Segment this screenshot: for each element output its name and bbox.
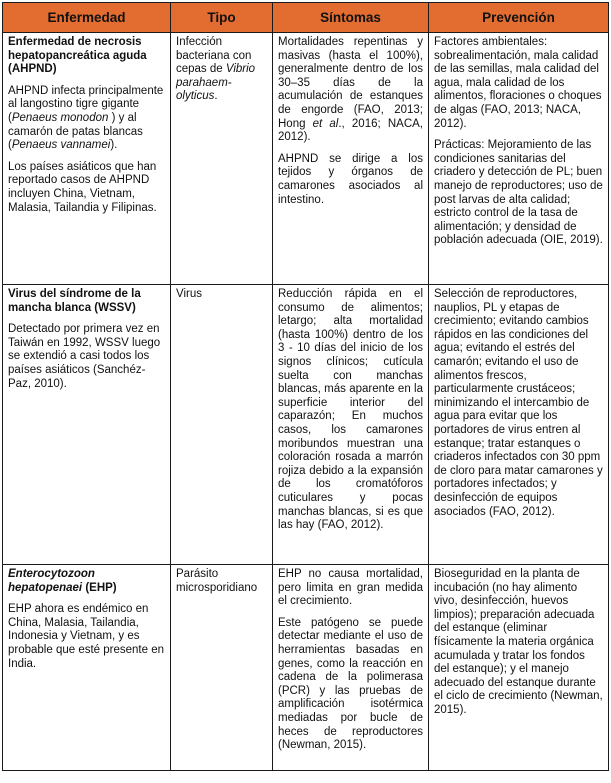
symptom-text: Este patógeno se puede detectar mediante el uso de herramientas basadas en genes, como la reacción en cadena de la polimerasa (PCR) y las pruebas de amplificación isotérmica mediadas por bucle de heces de reproductores (Newman, 2015). bbox=[278, 616, 423, 752]
disease-name: Enfermedad de necrosis hepatopancreática aguda (AHPND) bbox=[8, 36, 147, 76]
disease-type: Parásito microsporidiano bbox=[176, 568, 258, 594]
symptom-text: Mortalidades repentinas y masivas (hasta el 100%), generalmente dentro de los 30–35 días de la acumulación de estanques de engorde (FAO, 2013; Hong et al., 2016; NACA, 2012). bbox=[278, 36, 423, 144]
disease-description: Detectado por primera vez en Taiwán en 1992, WSSV luego se extendió a casi todos los países asiáticos (Sanchéz-Paz, 2010). bbox=[8, 323, 161, 390]
type-cell bbox=[171, 285, 273, 565]
header-sintomas: Síntomas bbox=[273, 3, 429, 33]
prevention-text: Bioseguridad en la planta de incubación (no hay alimento vivo, desinfección, huevos limpios); preparación adecuada del estanque (eliminar físicamente la materia orgánica acumulada y tratar los fondos del estanque); y el manejo adecuado del estanque durante el ciclo de crecimiento (Newman, 2015). bbox=[434, 568, 603, 716]
disease-cell bbox=[3, 565, 171, 771]
disease-type: Infección bacteriana con cepas de Vibrio parahaem-olyticus. bbox=[176, 36, 256, 103]
disease-name: Virus del síndrome de la mancha blanca (WSSV) bbox=[8, 288, 141, 314]
disease-cell bbox=[3, 33, 171, 285]
prevention-text: Selección de reproductores, nauplios, PL y etapas de crecimiento; evitando cambios rápidos en las condiciones del agua; evitando el estrés del camarón; evitando el uso de alimentos frescos, particularmente crustáceos; minimizando el intercambio de agua para evitar que los portadores de virus entren al estanque; tratar estanques o criaderos infectados con 30 ppm de cloro para matar camarones y portadores infectados; y desinfección de equipos asociados (FAO, 2012). bbox=[434, 288, 603, 518]
prevention-text: Factores ambientales: sobrealimentación, mala calidad de las semillas, mala calidad del agua, mala calidad de los alimentos, floraciones o choques de algas (FAO, 2013; NACA, 2012). bbox=[434, 36, 602, 130]
prevention-cell bbox=[429, 33, 609, 285]
symptom-text: EHP no causa mortalidad, pero limita en gran medida el crecimiento. bbox=[278, 568, 423, 608]
disease-description: EHP ahora es endémico en China, Malasia, Tailandia, Indonesia y Vietnam, y es probable que esté presente en India. bbox=[8, 603, 165, 670]
prevention-cell bbox=[429, 285, 609, 565]
header-row bbox=[3, 3, 609, 33]
symptoms-cell bbox=[273, 565, 429, 771]
type-cell bbox=[171, 565, 273, 771]
prevention-cell bbox=[429, 565, 609, 771]
table-row bbox=[3, 565, 609, 771]
disease-cell bbox=[3, 285, 171, 565]
symptom-text: Reducción rápida en el consumo de alimentos; letargo; alta mortalidad (hasta 100%) dentro de los 3 - 10 días del inicio de los signos clínicos; cutícula suelta con manchas blancas, más aparente en la superficie interior del caparazón; En muchos casos, los camarones moribundos muestran una coloración rosada a marrón rojiza debido a la expansión de los cromatóforos cuticulares y pocas manchas blancas, si es que las hay (FAO, 2012). bbox=[278, 288, 423, 532]
prevention-text: Prácticas: Mejoramiento de las condiciones sanitarias del criadero y detección de PL; buen manejo de reproductores; uso de post larvas de alta calidad; estricto control de la tasa de alimentación; y densidad de población adecuada (OIE, 2019). bbox=[434, 139, 603, 247]
disease-type: Virus bbox=[176, 288, 202, 300]
symptoms-cell bbox=[273, 33, 429, 285]
type-cell bbox=[171, 33, 273, 285]
disease-description: AHPND infecta principalmente al langostino tigre gigante (Penaeus monodon ) y al camarón de patas blancas (Penaeus vannamei). bbox=[8, 84, 164, 152]
header-tipo: Tipo bbox=[171, 3, 273, 33]
symptom-text: AHPND se dirige a los tejidos y órganos de camarones asociados al intestino. bbox=[278, 152, 423, 206]
symptoms-cell bbox=[273, 285, 429, 565]
header-prevencion: Prevención bbox=[429, 3, 609, 33]
disease-description: Los países asiáticos que han reportado casos de AHPND incluyen China, Vietnam, Malasia, Tailandia y Filipinas. bbox=[8, 160, 157, 214]
disease-name: Enterocytozoon hepatopenaei (EHP) bbox=[8, 568, 117, 594]
disease-table bbox=[2, 2, 609, 771]
table-row bbox=[3, 33, 609, 285]
header-enfermedad: Enfermedad bbox=[3, 3, 171, 33]
table-row bbox=[3, 285, 609, 565]
